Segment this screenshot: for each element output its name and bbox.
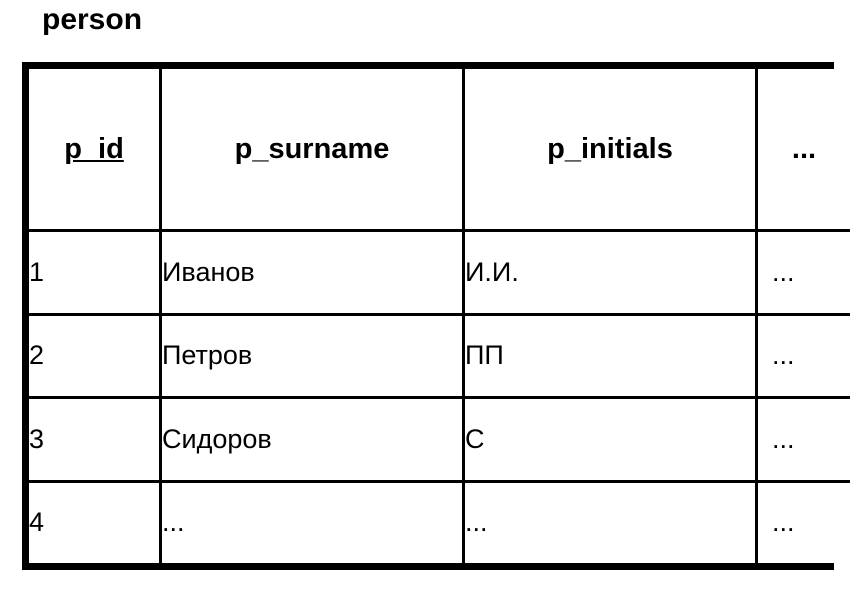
cell-p-id: 4 [29,481,161,563]
column-header-p-surname-label: p_surname [234,132,390,165]
column-header-more-label: ... [791,132,817,165]
cell-p-surname: Петров [161,314,464,398]
column-header-more [757,69,851,231]
cell-p-surname: Иванов [161,231,464,315]
cell-p-initials: ПП [464,314,757,398]
cell-p-id: 3 [29,398,161,482]
table-header-row [29,69,850,231]
cell-p-id: 2 [29,314,161,398]
cell-more: ... [757,398,851,482]
cell-more: ... [757,481,851,563]
cell-more: ... [757,231,851,315]
table-row [29,314,850,398]
entity-title: person [42,3,143,36]
cell-p-id: 1 [29,231,161,315]
cell-more: ... [757,314,851,398]
column-header-p-id-label: p_id [64,132,124,165]
entity-table-container [22,62,834,570]
table-row [29,481,850,563]
column-header-p-surname [161,69,464,231]
column-header-p-initials-label: p_initials [547,132,673,165]
cell-p-initials: С [464,398,757,482]
column-header-p-initials [464,69,757,231]
table-row [29,398,850,482]
cell-p-initials: И.И. [464,231,757,315]
cell-p-initials: ... [464,481,757,563]
cell-p-surname: ... [161,481,464,563]
entity-table [29,69,850,563]
column-header-p-id [29,69,161,231]
table-row [29,231,850,315]
cell-p-surname: Сидоров [161,398,464,482]
